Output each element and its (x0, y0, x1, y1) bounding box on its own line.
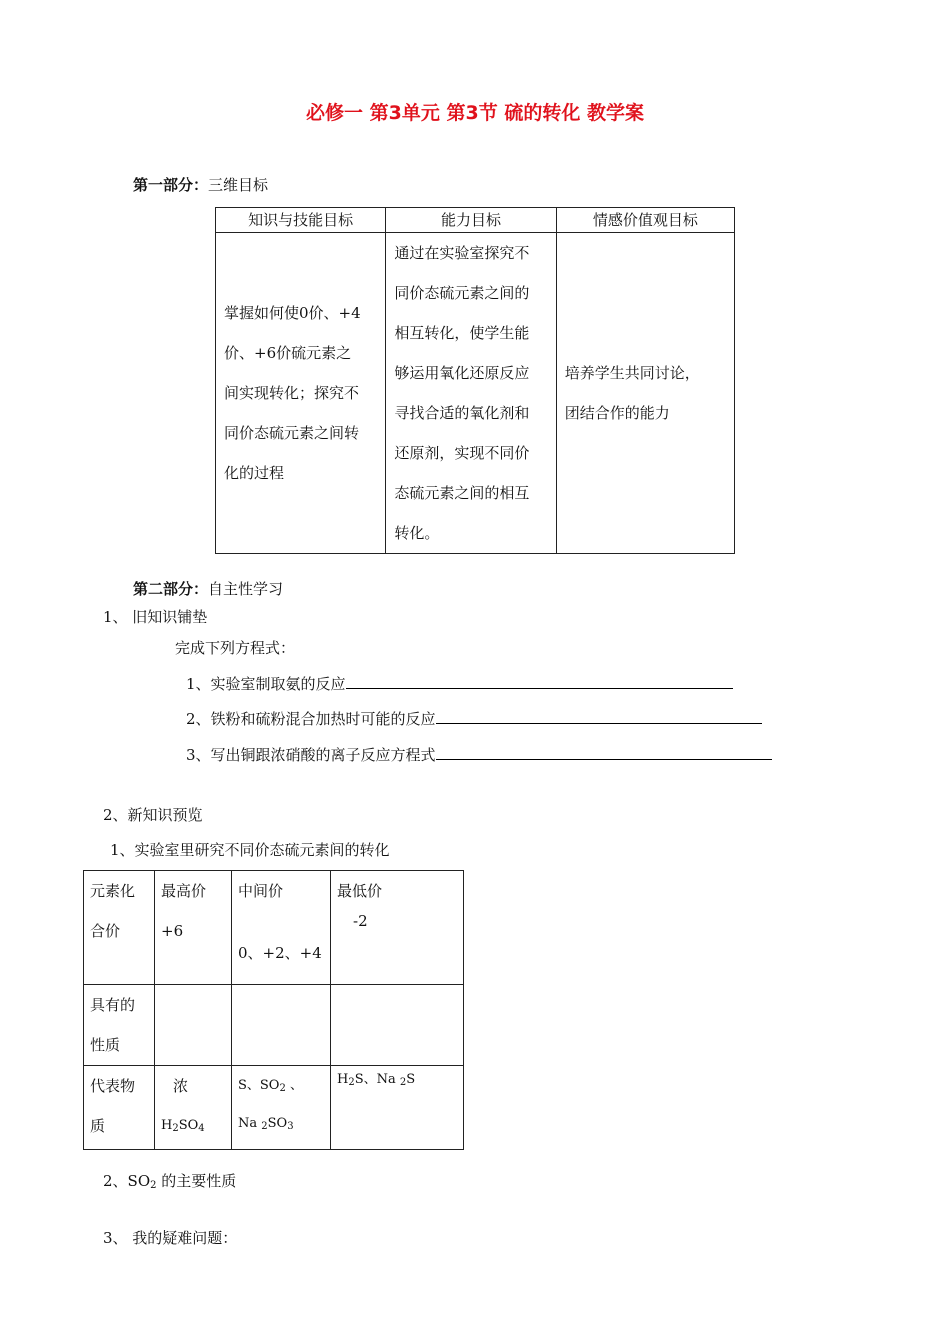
question-2-text: 2、铁粉和硫粉混合加热时可能的反应 (186, 710, 436, 728)
formula-na2so3: Na $_2SO_3$ (238, 1116, 294, 1132)
formula-h2so4: $H_2SO_4$ (161, 1118, 205, 1134)
knowledge-line: 同价态硫元素之间转 (224, 424, 360, 442)
ability-line: 转化。 (394, 524, 440, 542)
part2-text: 自主性学习 (208, 580, 284, 598)
knowledge-cell (216, 233, 386, 554)
ability-line: 还原剂，实现不同价 (394, 444, 530, 462)
cell-line: 最低价 (337, 882, 383, 900)
question-2 (186, 708, 762, 729)
formula-h2s-na2s: $H_2S$、Na $_2$S (337, 1072, 416, 1088)
cell-line: 元素化 (90, 882, 136, 900)
answer-blank-2[interactable] (436, 711, 762, 724)
properties-label-cell (84, 985, 155, 1066)
cell-line: 性质 (90, 1036, 121, 1054)
knowledge-line: 间实现转化；探究不 (224, 384, 360, 402)
subsection-so2-properties: 2、$SO_2$ 的主要性质 (103, 1172, 237, 1191)
equations-prompt: 完成下列方程式： (175, 639, 296, 657)
knowledge-line: 化的过程 (224, 464, 285, 482)
middle-valence-cell (232, 871, 331, 985)
part1-text: 三维目标 (208, 176, 269, 194)
answer-blank-3[interactable] (436, 747, 772, 760)
part2-heading (133, 578, 283, 599)
question-1-text: 1、实验室制取氨的反应 (186, 675, 346, 693)
cell-line: 最高价 (161, 882, 207, 900)
question-3-text: 3、写出铜跟浓硝酸的离子反应方程式 (186, 746, 436, 764)
question-3 (186, 744, 772, 765)
properties-lowest-cell (331, 985, 464, 1066)
part1-heading (133, 174, 268, 195)
section-questions: 3、 我的疑难问题： (103, 1229, 238, 1247)
ability-cell (386, 233, 556, 554)
highest-valence-cell (155, 871, 232, 985)
part1-label: 第一部分： (133, 176, 209, 194)
section-old-knowledge: 1、 旧知识铺垫 (103, 608, 208, 626)
header-knowledge: 知识与技能目标 (216, 208, 386, 233)
cell-line: -2 (353, 912, 368, 930)
properties-highest-cell (155, 985, 232, 1066)
ability-line: 同价态硫元素之间的 (394, 284, 530, 302)
ability-line: 寻找合适的氧化剂和 (394, 404, 530, 422)
cell-line: 中间价 (238, 882, 284, 900)
values-line: 培养学生共同讨论， (564, 364, 700, 382)
ability-line: 通过在实验室探究不 (394, 244, 530, 262)
formula-s-so2: S、$SO_2$ 、 (238, 1078, 303, 1094)
knowledge-line: 价、+6价硫元素之 (224, 344, 352, 362)
properties-middle-cell (232, 985, 331, 1066)
sulfur-valence-table (83, 870, 464, 1150)
page-title: 必修一 第3单元 第3节 硫的转化 教学案 (306, 102, 644, 124)
cell-line: 代表物 (90, 1077, 136, 1095)
cell-line: 浓 (173, 1077, 189, 1095)
cell-line: 合价 (90, 922, 121, 940)
question-1 (186, 673, 733, 694)
cell-line: +6 (161, 922, 184, 940)
representative-middle-cell (232, 1066, 331, 1150)
part2-label: 第二部分： (133, 580, 209, 598)
subsection-sulfur-conversion: 1、实验室里研究不同价态硫元素间的转化 (110, 841, 390, 859)
knowledge-line: 掌握如何使0价、+4 (224, 304, 361, 322)
header-ability: 能力目标 (386, 208, 556, 233)
representative-label-cell (84, 1066, 155, 1150)
answer-blank-1[interactable] (346, 676, 733, 689)
header-values: 情感价值观目标 (556, 208, 734, 233)
cell-line: 0、+2、+4 (238, 944, 322, 962)
valence-label-cell (84, 871, 155, 985)
ability-line: 相互转化，使学生能 (394, 324, 530, 342)
section-new-knowledge: 2、新知识预览 (103, 806, 203, 824)
objectives-table (215, 207, 735, 554)
lowest-valence-cell (331, 871, 464, 985)
cell-line: 质 (90, 1117, 106, 1135)
ability-line: 态硫元素之间的相互 (394, 484, 530, 502)
ability-line: 够运用氧化还原反应 (394, 364, 530, 382)
values-line: 团结合作的能力 (564, 404, 670, 422)
representative-lowest-cell (331, 1066, 464, 1150)
values-cell (556, 233, 734, 554)
representative-highest-cell (155, 1066, 232, 1150)
cell-line: 具有的 (90, 996, 136, 1014)
